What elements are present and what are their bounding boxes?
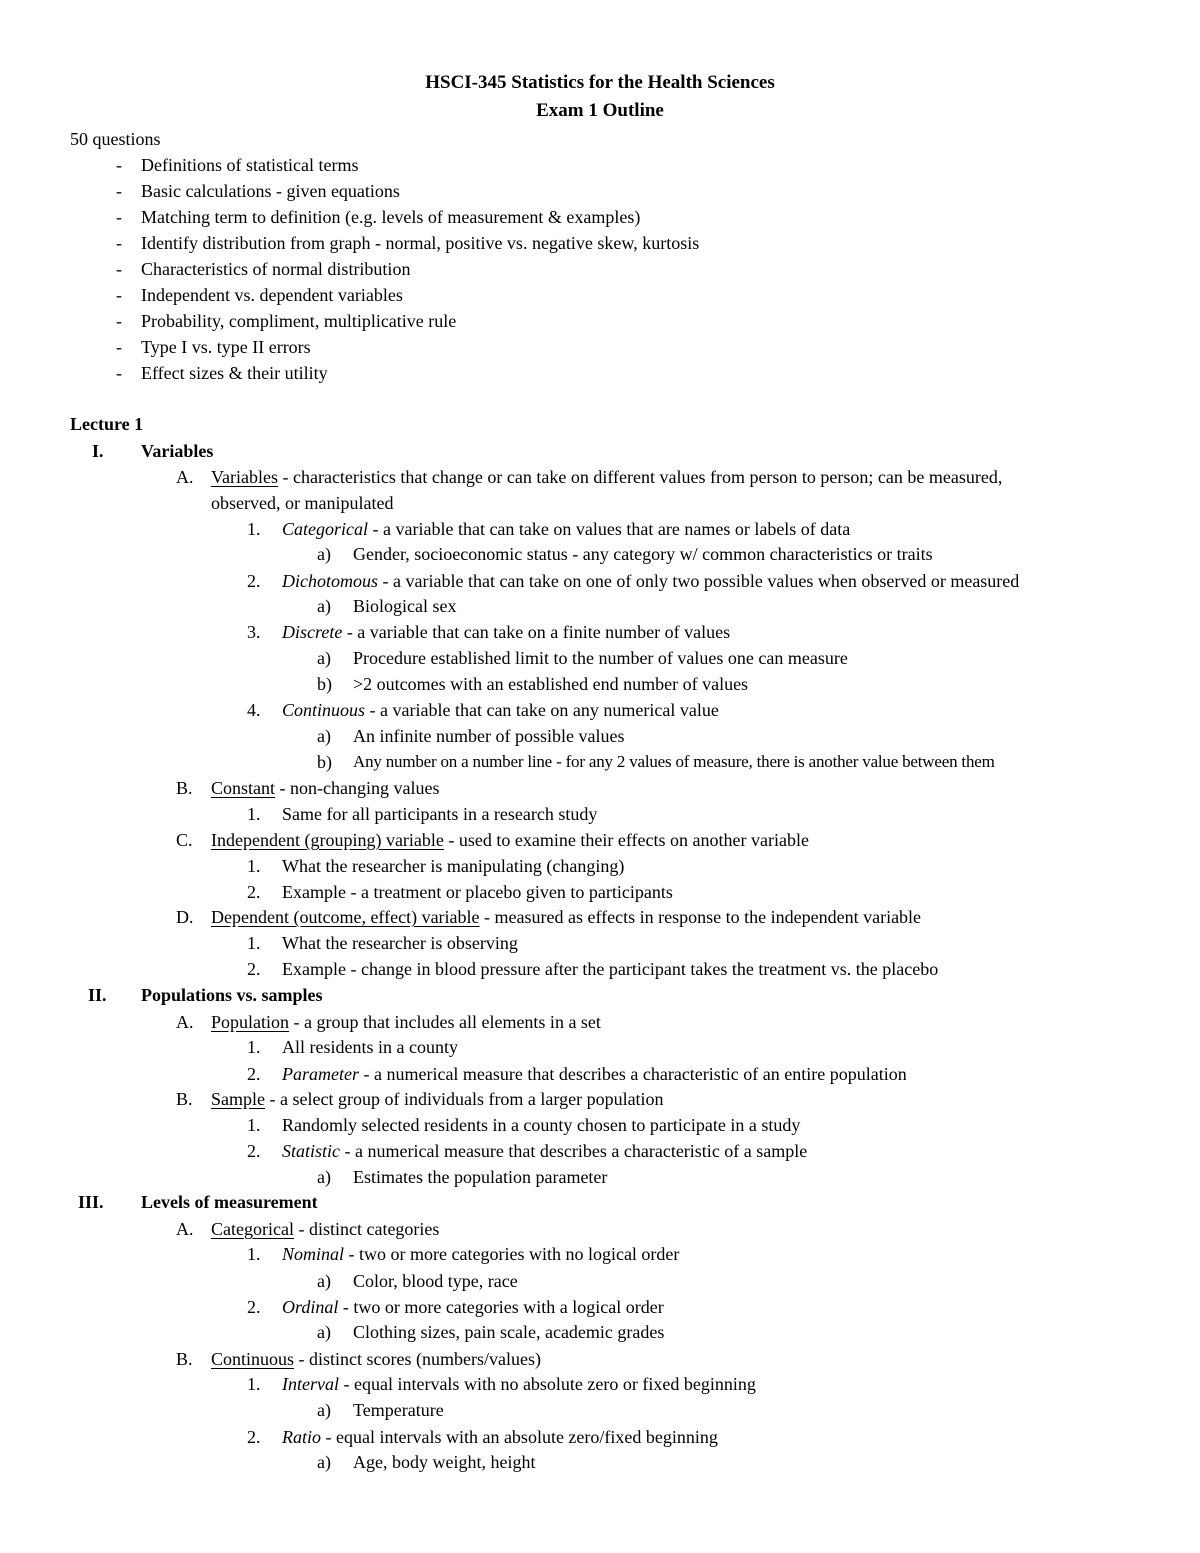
section-title: Variables [141,441,214,461]
sub-item: Color, blood type, race [353,1271,518,1291]
course-title: HSCI-345 Statistics for the Health Sciences [425,72,775,93]
outline-number: 4. [247,700,261,720]
outline-item: What the researcher is observing [282,933,518,953]
outline-entry [211,777,439,799]
definition: - characteristics that change or can take on different values from person to person; can be measured, [277,467,1003,487]
overview-item: Characteristics of normal distribution [141,259,411,279]
definition: - a variable that can take on values that are names or labels of data [368,519,851,539]
bullet: - [116,311,122,331]
definition: - measured as effects in response to the independent variable [479,907,922,927]
sub-letter: a) [317,648,331,668]
sub-letter: a) [317,1400,331,1420]
outline-letter: A. [176,1012,194,1032]
outline-number: 2. [247,1297,261,1317]
term: Interval [282,1374,339,1394]
outline-entry [211,1088,664,1110]
sub-letter: b) [317,674,332,694]
sub-letter: a) [317,544,331,564]
term: Categorical [211,1219,294,1239]
term: Discrete [282,622,343,642]
outline-entry [211,1348,541,1370]
outline-letter: C. [176,830,193,850]
outline-letter: D. [176,907,194,927]
sub-item: >2 outcomes with an established end number of values [353,674,749,694]
outline-number: 1. [247,519,261,539]
bullet: - [116,155,122,175]
outline-entry [282,518,850,540]
definition: - a numerical measure that describes a characteristic of an entire population [358,1064,907,1084]
sub-item: Age, body weight, height [353,1452,536,1472]
overview-item: Matching term to definition (e.g. levels of measurement & examples) [141,207,641,227]
sub-item: Biological sex [353,596,457,616]
outline-entry [211,829,809,851]
question-count: 50 questions [70,129,161,149]
outline-item: All residents in a county [282,1037,458,1057]
bullet: - [116,207,122,227]
exam-title: Exam 1 Outline [536,100,664,121]
definition-continued: observed, or manipulated [211,493,394,513]
term: Ordinal [282,1297,339,1317]
section-number: III. [78,1192,104,1212]
term: Statistic [282,1141,340,1161]
definition: - a numerical measure that describes a characteristic of a sample [340,1141,808,1161]
definition: - equal intervals with no absolute zero or fixed beginning [338,1374,756,1394]
outline-item: Example - change in blood pressure after the participant takes the treatment vs. the placebo [282,959,939,979]
outline-item: Example - a treatment or placebo given to participants [282,882,673,902]
outline-number: 2. [247,571,261,591]
bullet: - [116,363,122,383]
outline-entry [282,1243,679,1265]
outline-item: What the researcher is manipulating (changing) [282,856,625,876]
outline-number: 2. [247,1141,261,1161]
outline-entry [211,1011,601,1033]
definition: - a variable that can take on one of only two possible values when observed or measured [378,571,1020,591]
sub-letter: b) [317,752,332,772]
definition: - equal intervals with an absolute zero/fixed beginning [321,1427,718,1447]
sub-letter: a) [317,1452,331,1472]
outline-entry [282,1426,718,1448]
sub-item: Clothing sizes, pain scale, academic grades [353,1322,665,1342]
definition: - two or more categories with no logical order [344,1244,680,1264]
outline-entry [282,1296,664,1318]
outline-item: Randomly selected residents in a county chosen to participate in a study [282,1115,801,1135]
bullet: - [116,285,122,305]
lecture-heading: Lecture 1 [70,414,144,434]
sub-item: Gender, socioeconomic status - any category w/ common characteristics or traits [353,544,933,564]
definition: - a variable that can take on any numerical value [365,700,719,720]
section-title: Populations vs. samples [141,985,323,1005]
term: Dependent (outcome, effect) variable [211,907,480,927]
definition: - used to examine their effects on another variable [443,830,809,850]
definition: - distinct scores (numbers/values) [294,1349,541,1369]
outline-number: 1. [247,856,261,876]
term: Categorical [282,519,368,539]
outline-entry [211,466,1002,488]
outline-letter: B. [176,778,193,798]
sub-item: Procedure established limit to the number of values one can measure [353,648,848,668]
term: Variables [211,467,278,487]
term: Population [211,1012,290,1032]
overview-item: Identify distribution from graph - normal, positive vs. negative skew, kurtosis [141,233,700,253]
overview-item: Definitions of statistical terms [141,155,359,175]
term: Sample [211,1089,265,1109]
outline-number: 1. [247,1115,261,1135]
term: Ratio [282,1427,321,1447]
term: Independent (grouping) variable [211,830,444,850]
outline-entry [282,1140,807,1162]
outline-item: Same for all participants in a research study [282,804,598,824]
outline-number: 3. [247,622,261,642]
sub-item: Any number on a number line - for any 2 values of measure, there is another value between them [353,752,995,771]
overview-item: Type I vs. type II errors [141,337,311,357]
outline-letter: B. [176,1349,193,1369]
sub-item: Estimates the population parameter [353,1167,608,1187]
term: Dichotomous [282,571,378,591]
outline-number: 1. [247,1037,261,1057]
outline-entry [282,699,719,721]
outline-number: 1. [247,1374,261,1394]
outline-entry [282,621,730,643]
bullet: - [116,233,122,253]
definition: - distinct categories [293,1219,440,1239]
overview-item: Basic calculations - given equations [141,181,400,201]
outline-letter: B. [176,1089,193,1109]
section-number: I. [92,441,104,461]
outline-letter: A. [176,1219,194,1239]
overview-item: Probability, compliment, multiplicative rule [141,311,457,331]
outline-entry [282,570,1019,592]
term: Nominal [282,1244,345,1264]
sub-letter: a) [317,1271,331,1291]
overview-item: Independent vs. dependent variables [141,285,403,305]
sub-letter: a) [317,596,331,616]
sub-item: Temperature [353,1400,444,1420]
outline-letter: A. [176,467,194,487]
bullet: - [116,337,122,357]
outline-entry [211,906,921,928]
section-title: Levels of measurement [141,1192,318,1212]
sub-letter: a) [317,1322,331,1342]
overview-item: Effect sizes & their utility [141,363,328,383]
definition: - a variable that can take on a finite number of values [342,622,731,642]
term: Parameter [282,1064,359,1084]
outline-entry [282,1373,756,1395]
outline-number: 2. [247,1064,261,1084]
term: Continuous [211,1349,295,1369]
bullet: - [116,259,122,279]
outline-entry [282,1063,907,1085]
bullet: - [116,181,122,201]
sub-item: An infinite number of possible values [353,726,625,746]
term: Constant [211,778,276,798]
outline-number: 1. [247,933,261,953]
section-number: II. [88,985,107,1005]
sub-letter: a) [317,726,331,746]
outline-number: 2. [247,1427,261,1447]
outline-number: 1. [247,1244,261,1264]
outline-entry [211,1218,439,1240]
definition: - non-changing values [275,778,440,798]
outline-number: 1. [247,804,261,824]
outline-number: 2. [247,882,261,902]
outline-number: 2. [247,959,261,979]
definition: - a group that includes all elements in a set [289,1012,601,1032]
definition: - a select group of individuals from a larger population [265,1089,664,1109]
definition: - two or more categories with a logical order [338,1297,664,1317]
term: Continuous [282,700,366,720]
sub-letter: a) [317,1167,331,1187]
